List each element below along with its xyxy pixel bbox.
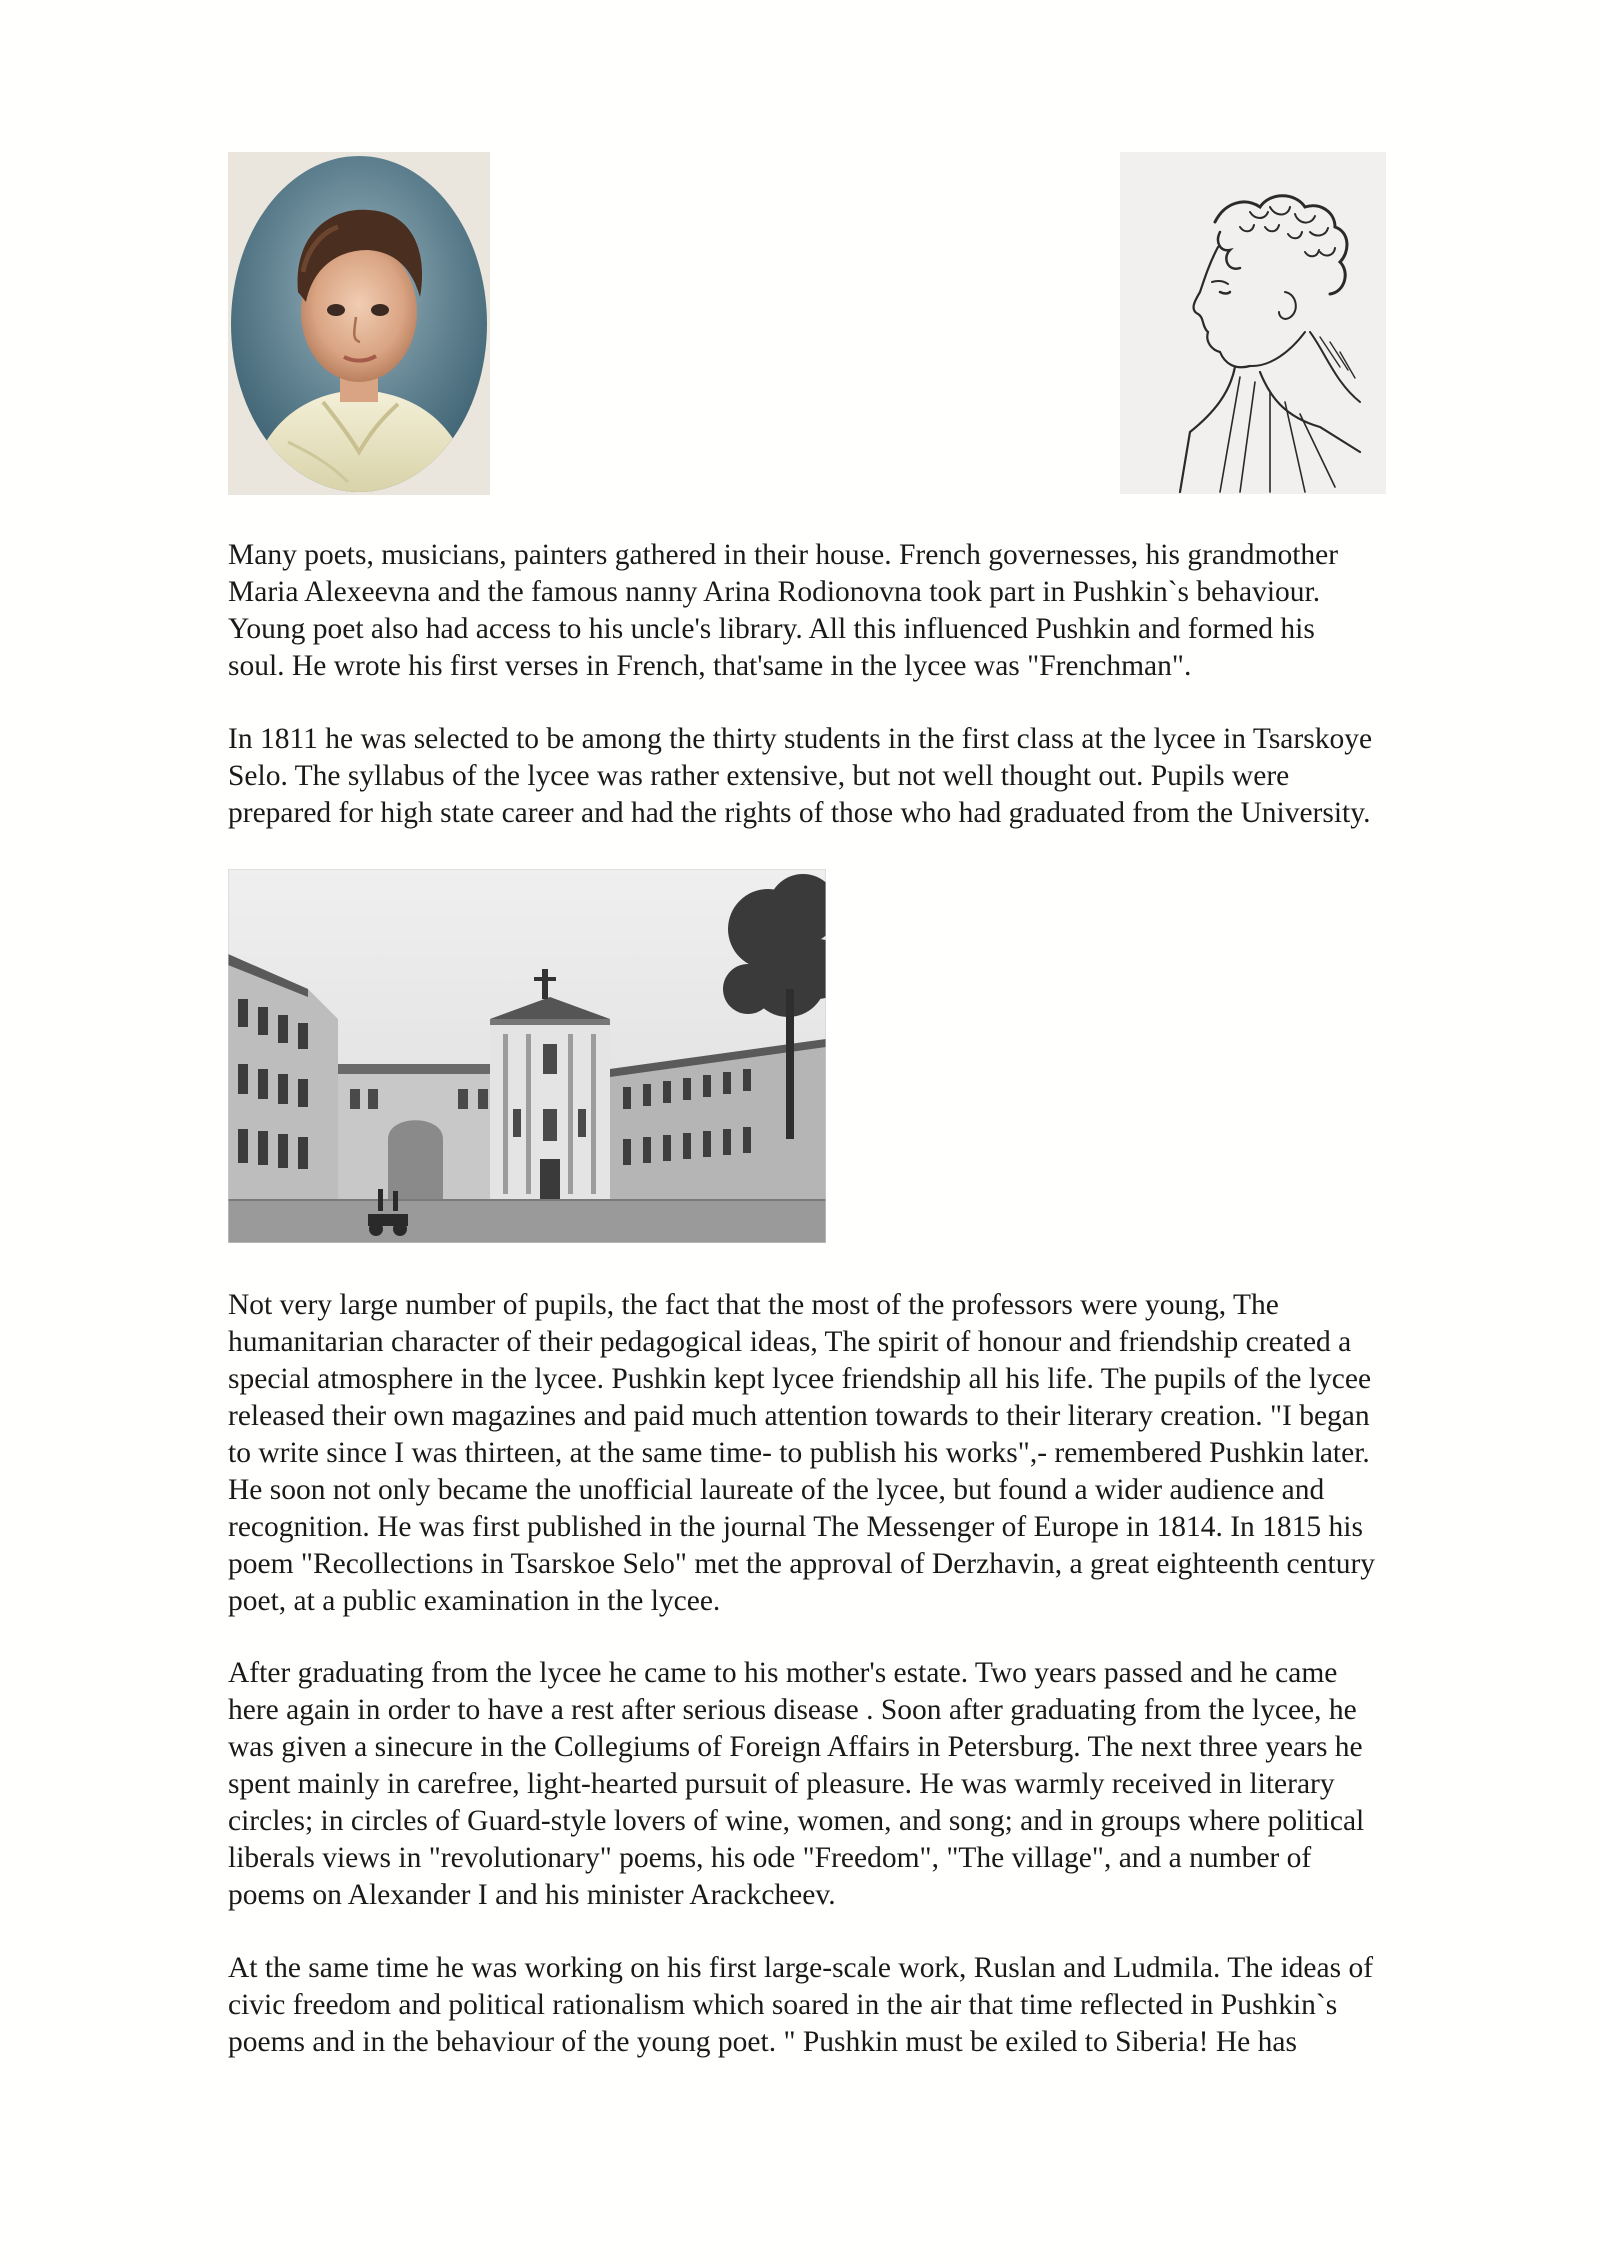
child-portrait-image	[228, 152, 490, 495]
paragraph-5: At the same time he was working on his first large-scale work, Ruslan and Ludmila. The ideas of civic freedom and political rationalism which soared in the air that time reflected in Pushkin`s poems and in the behaviour of the young poet. " Pushkin must be exiled to Siberia! He has	[228, 1952, 1374, 2058]
profile-sketch-drawing	[1120, 152, 1386, 494]
lycee-engraving-image	[228, 869, 826, 1243]
paragraph-2: In 1811 he was selected to be among the thirty students in the first class at the lycee in Tsarskoye Selo. The syllabus of the lycee was rather extensive, but not well thought out. Pupils were prepared for high state career and had the rights of those who had graduated from the University.	[228, 723, 1373, 829]
child-portrait-drawing	[228, 152, 490, 495]
paragraph-1: Many poets, musicians, painters gathered in their house. French governesses, his grandmother Maria Alexeevna and the famous nanny Arina Rodionovna took part in Pushkin`s behaviour. Young poet also had access to his uncle's library. All this influenced Pushkin and formed his soul. He wrote his first verses in French, that'same in the lycee was "Frenchman".	[228, 539, 1339, 682]
lycee-engraving-drawing	[228, 869, 826, 1243]
paragraph-3: Not very large number of pupils, the fact that the most of the professors were young, The humanitarian character of their pedagogical ideas, The spirit of honour and friendship created a special atmosphere in the lycee. Pushkin kept lycee friendship all his life. The pupils of the lycee released their own magazines and paid much attention towards to their literary creation. "I began to write since I was thirteen, at the same time- to publish his works",- remembered Pushkin later. He soon not only became the unofficial laureate of the lycee, but found a wider audience and recognition. He was first published in the journal The Messenger of Europe in 1814. In 1815 his poem "Recollections in Tsarskoe Selo" met the approval of Derzhavin, a great eighteenth century poet, at a public examination in the lycee.	[228, 1289, 1376, 1617]
paragraph-4: After graduating from the lycee he came to his mother's estate. Two years passed and he came here again in order to have a rest after serious disease . Soon after graduating from the lycee, he was given a sinecure in the Collegiums of Foreign Affairs in Petersburg. The next three years he spent mainly in carefree, light-hearted pursuit of pleasure. He was warmly received in literary circles; in circles of Guard-style lovers of wine, women, and song; and in groups where political liberals views in "revolutionary" poems, his ode "Freedom", "The village", and a number of poems on Alexander I and his minister Arackcheev.	[228, 1657, 1365, 1911]
profile-sketch-image	[1120, 152, 1386, 494]
